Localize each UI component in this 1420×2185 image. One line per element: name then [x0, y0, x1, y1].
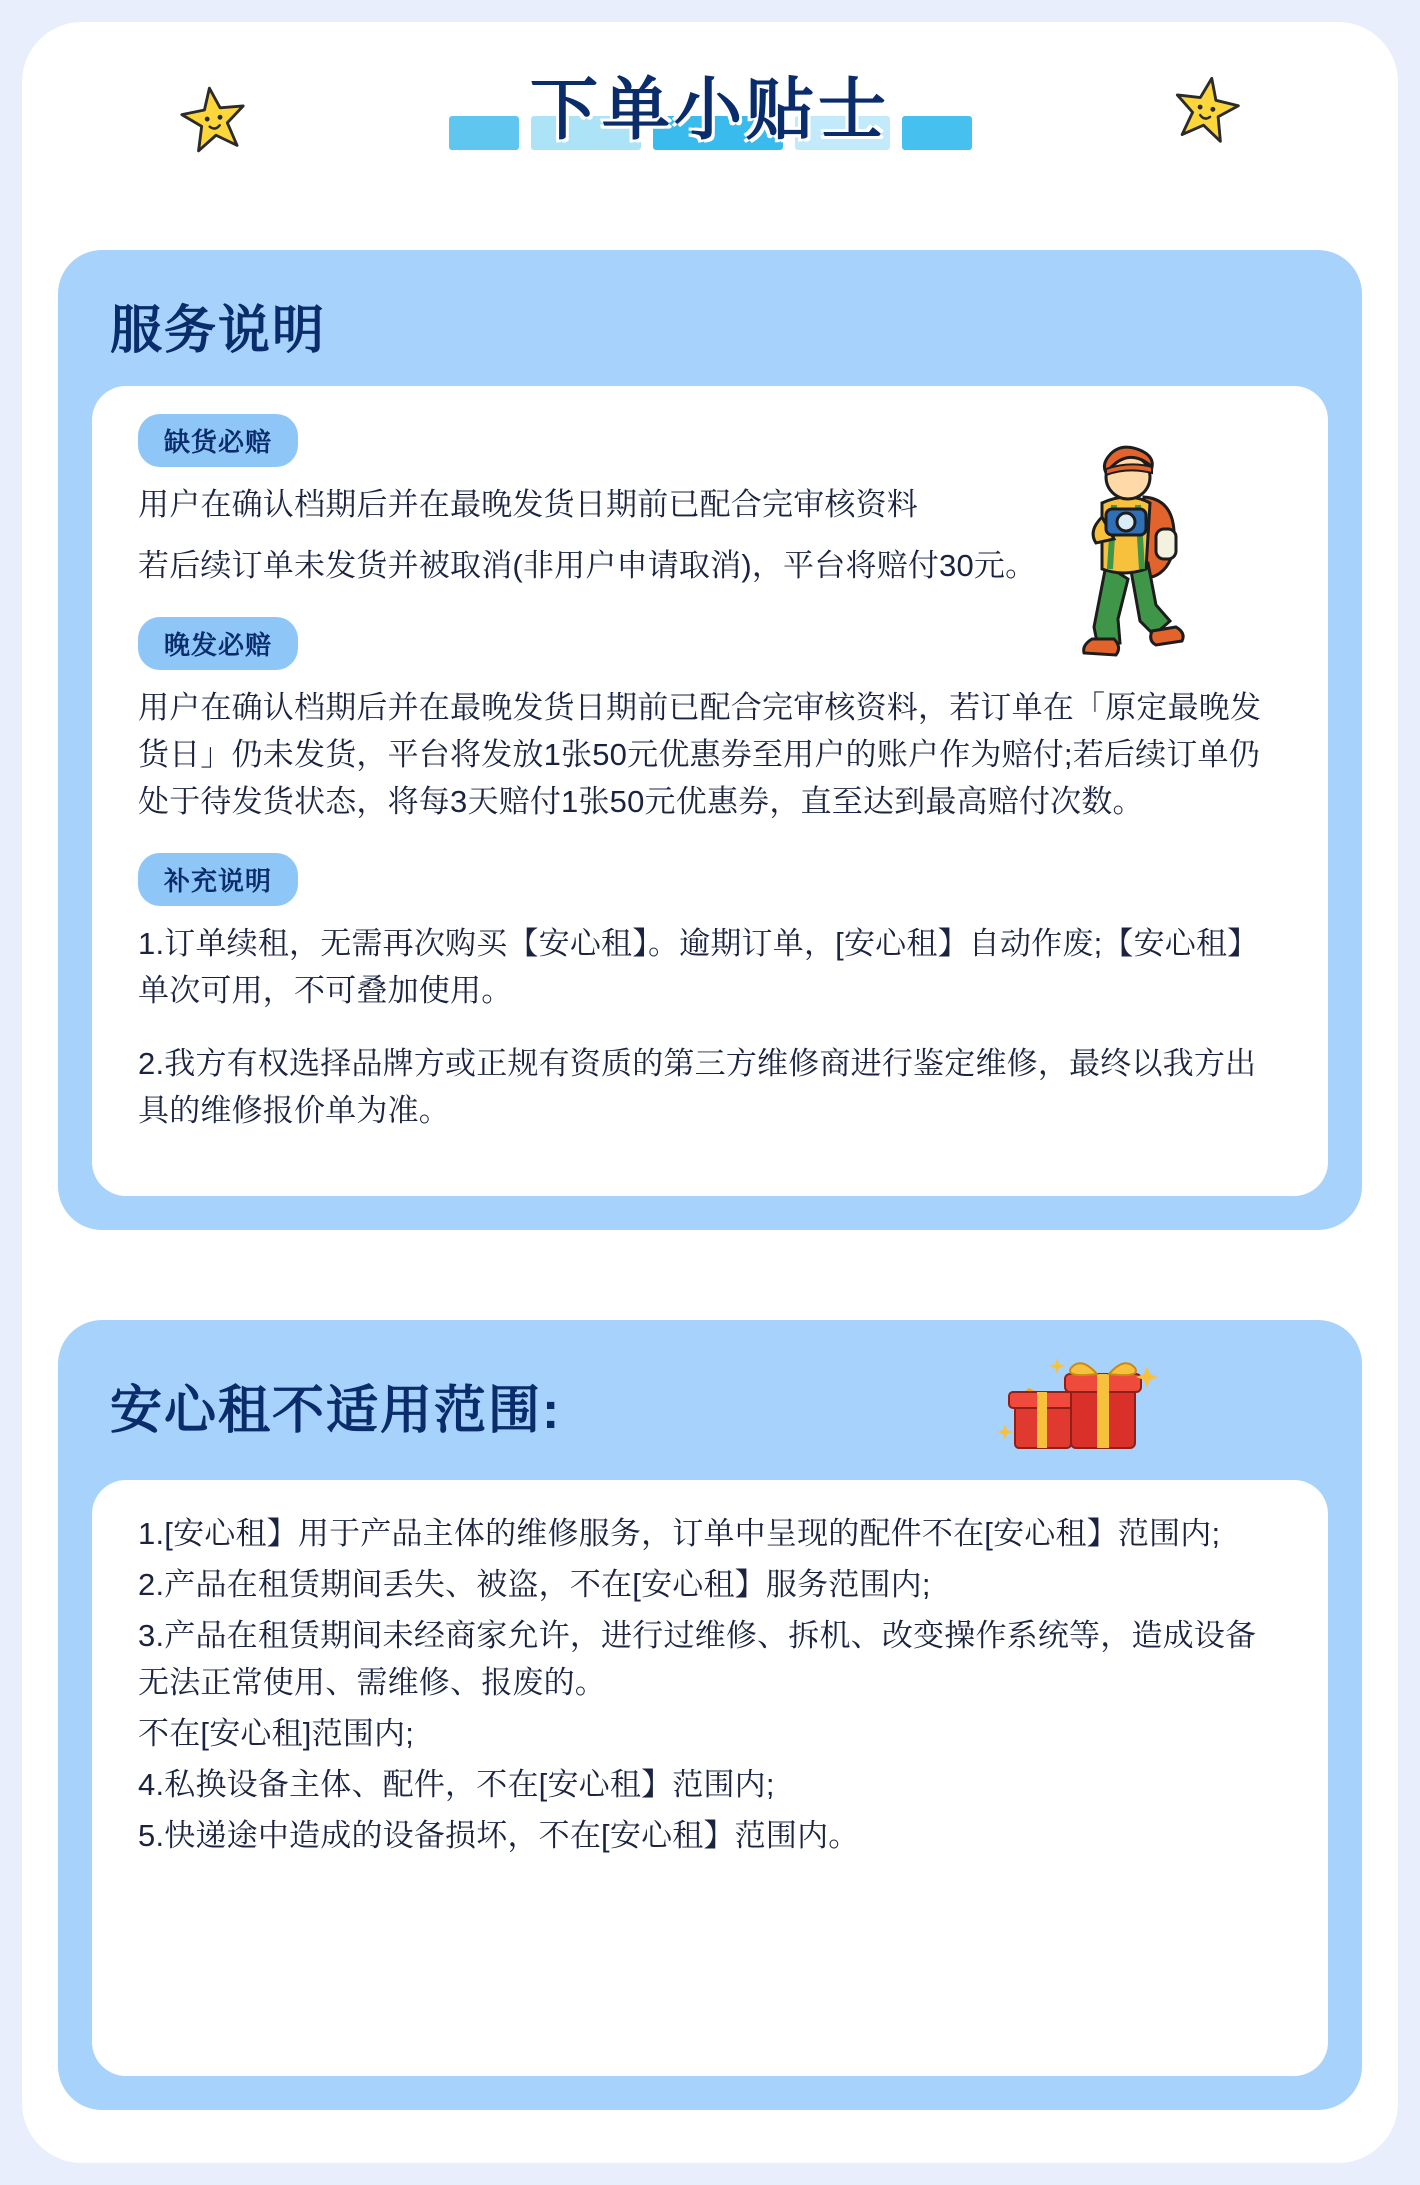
list-item: 4.私换设备主体、配件，不在[安心租】范围内;	[138, 1767, 775, 1802]
traveler-with-camera-icon	[1052, 425, 1202, 675]
star-icon	[173, 80, 254, 161]
service-card	[58, 250, 1362, 1230]
section-supplementary	[92, 853, 1328, 1134]
paragraph: 用户在确认档期后并在最晚发货日期前已配合完审核资料，若订单在「原定最晚发货日」仍未发货，平台将发放1张50元优惠券至用户的账户作为赔付;若后续订单仍处于待发货状态，将每3天赔付1张50元优惠券，直至达到最高赔付次数。	[138, 690, 1262, 819]
list-item: 3.产品在租赁期间未经商家允许，进行过维修、拆机、改变操作系统等，造成设备无法正常使用、需维修、报废的。	[138, 1618, 1257, 1700]
list-item: 5.快递途中造成的设备损坏，不在[安心租】范围内。	[138, 1818, 860, 1853]
status-badge: 晚发必赔	[138, 617, 298, 670]
list-item: 不在[安心租]范围内;	[138, 1716, 415, 1751]
list-item: 1.[安心租】用于产品主体的维修服务，订单中呈现的配件不在[安心租】范围内;	[138, 1516, 1221, 1551]
page-title	[530, 65, 890, 155]
gift-box-icon	[997, 1348, 1162, 1458]
service-card-heading: 服务说明	[110, 302, 327, 360]
list-item: 2.产品在租赁期间丢失、被盗，不在[安心租】服务范围内;	[138, 1567, 931, 1602]
scope-card	[58, 1320, 1362, 2110]
paragraph: 用户在确认档期后并在最晚发货日期前已配合完审核资料	[138, 487, 918, 522]
paragraph: 1.订单续租，无需再次购买【安心租】。逾期订单，[安心租】自动作废;【安心租】单次可用，不可叠加使用。	[138, 926, 1259, 1008]
status-badge: 补充说明	[138, 853, 298, 906]
scope-list	[92, 1480, 1328, 1859]
poster-header	[0, 55, 1420, 195]
page-title-text: 下单小贴士	[529, 72, 891, 148]
scope-card-body	[92, 1480, 1328, 2076]
scope-card-heading: 安心租不适用范围:	[110, 1382, 562, 1440]
status-badge: 缺货必赔	[138, 414, 298, 467]
paragraph: 2.我方有权选择品牌方或正规有资质的第三方维修商进行鉴定维修，最终以我方出具的维修报价单为准。	[138, 1046, 1257, 1128]
star-icon	[1164, 69, 1247, 152]
paragraph: 若后续订单未发货并被取消(非用户申请取消)，平台将赔付30元。	[138, 548, 1037, 583]
